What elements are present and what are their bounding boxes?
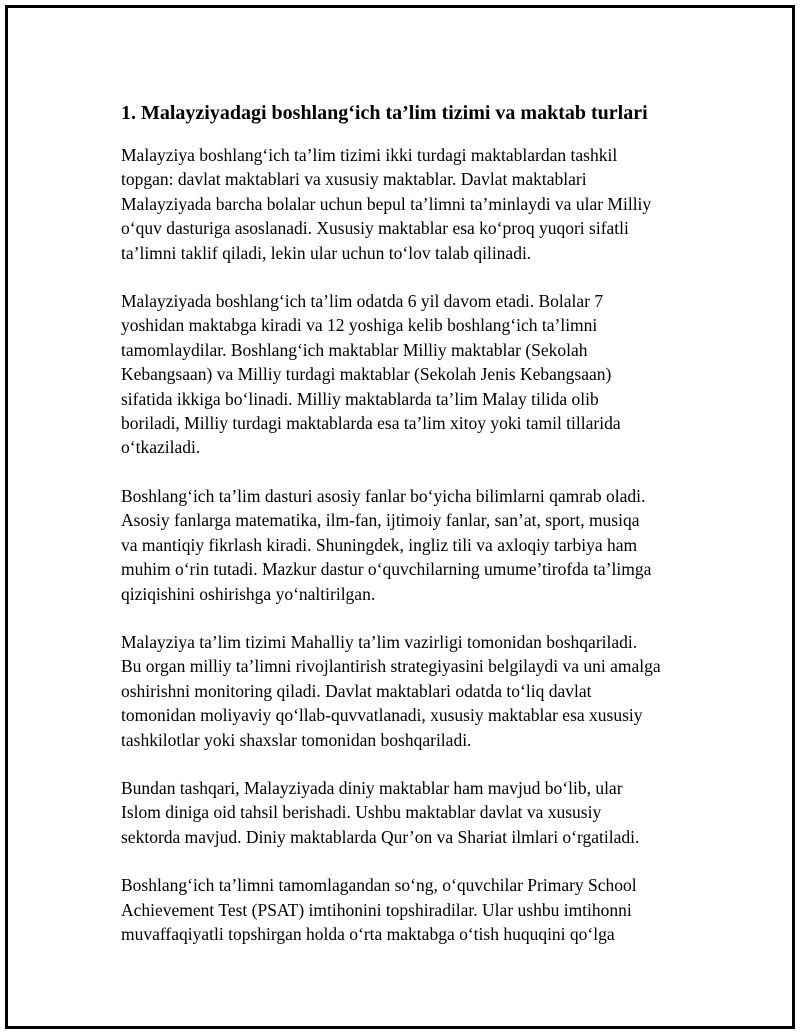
text-line: Malayziyada boshlang‘ich ta’lim odatda 6 yil davom etadi. Bolalar 7 — [121, 291, 604, 312]
text-line: Malayziyada barcha bolalar uchun bepul ta’limni ta’minlaydi va ular Milliy — [121, 193, 652, 214]
text-line: yoshidan maktabga kiradi va 12 yoshiga kelib boshlang‘ich ta’limni — [121, 315, 598, 336]
text-line: boriladi, Milliy turdagi maktablarda esa ta’lim xitoy yoki tamil tillarida — [121, 413, 621, 434]
text-line: Bundan tashqari, Malayziyada diniy maktablar ham mavjud bo‘lib, ular — [121, 777, 623, 798]
text-line: Islom diniga oid tahsil berishadi. Ushbu maktablar davlat va xususiy — [121, 802, 602, 823]
text-line: Boshlang‘ich ta’limni tamomlagandan so‘ng, o‘quvchilar Primary School — [121, 875, 637, 896]
text-line: o‘quv dasturiga asoslanadi. Xususiy maktablar esa ko‘proq yuqori sifatli — [121, 218, 629, 239]
text-line: muhim o‘rin tutadi. Mazkur dastur o‘quvchilarning umume’tirofda ta’limga — [121, 559, 652, 580]
text-line: Malayziya boshlang‘ich ta’lim tizimi ikki turdagi maktablardan tashkil — [121, 145, 618, 165]
text-line: sektorda mavjud. Diniy maktablarda Qur’on va Shariat ilmlari o‘rgatiladi. — [121, 826, 640, 847]
paragraph — [121, 630, 706, 752]
text-line: Achievement Test (PSAT) imtihonini topshiradilar. Ular ushbu imtihonni — [121, 899, 632, 920]
paragraph — [121, 289, 706, 460]
paragraph — [121, 484, 706, 606]
paragraph — [121, 776, 706, 849]
text-line: o‘tkaziladi. — [121, 437, 201, 458]
text-line: Asosiy fanlarga matematika, ilm-fan, ijtimoiy fanlar, san’at, sport, musiqa — [121, 510, 640, 531]
text-line: Kebangsaan) va Milliy turdagi maktablar (Sekolah Jenis Kebangsaan) — [121, 364, 612, 385]
text-line: Malayziya ta’lim tizimi Mahalliy ta’lim vazirligi tomonidan boshqariladi. — [121, 631, 638, 652]
text-line: tomonidan moliyaviy qo‘llab-quvvatlanadi, xususiy maktablar esa xususiy — [121, 705, 643, 726]
paragraph — [121, 143, 706, 265]
text-line: Bu organ milliy ta’limni rivojlantirish strategiyasini belgilaydi va uni amalga — [121, 656, 661, 677]
text-line: topgan: davlat maktablari va xususiy maktablar. Davlat maktablari — [121, 169, 587, 190]
text-line: muvaffaqiyatli topshirgan holda o‘rta maktabga o‘tish huquqini qo‘lga — [121, 923, 615, 944]
text-line: sifatida ikkiga bo‘linadi. Milliy maktablarda ta’lim Malay tilida olib — [121, 388, 599, 409]
document-body — [121, 101, 706, 970]
paragraph-list — [121, 143, 706, 946]
text-line: tashkilotlar yoki shaxslar tomonidan boshqariladi. — [121, 729, 472, 750]
text-line: ta’limni taklif qiladi, lekin ular uchun to‘lov talab qilinadi. — [121, 242, 532, 263]
paragraph — [121, 873, 706, 946]
text-line: oshirishni monitoring qiladi. Davlat maktablari odatda to‘liq davlat — [121, 680, 592, 701]
text-line: Boshlang‘ich ta’lim dasturi asosiy fanlar bo‘yicha bilimlarni qamrab oladi. — [121, 485, 646, 506]
text-line: tamomlaydilar. Boshlang‘ich maktablar Milliy maktablar (Sekolah — [121, 339, 588, 360]
document-page — [5, 5, 795, 1029]
section-heading: 1. Malayziyadagi boshlang‘ich ta’lim tizimi va maktab turlari — [121, 102, 648, 124]
text-line: va mantiqiy fikrlash kiradi. Shuningdek, ingliz tili va axloqiy tarbiya ham — [121, 534, 638, 555]
text-line: qiziqishini oshirishga yo‘naltirilgan. — [121, 583, 376, 604]
